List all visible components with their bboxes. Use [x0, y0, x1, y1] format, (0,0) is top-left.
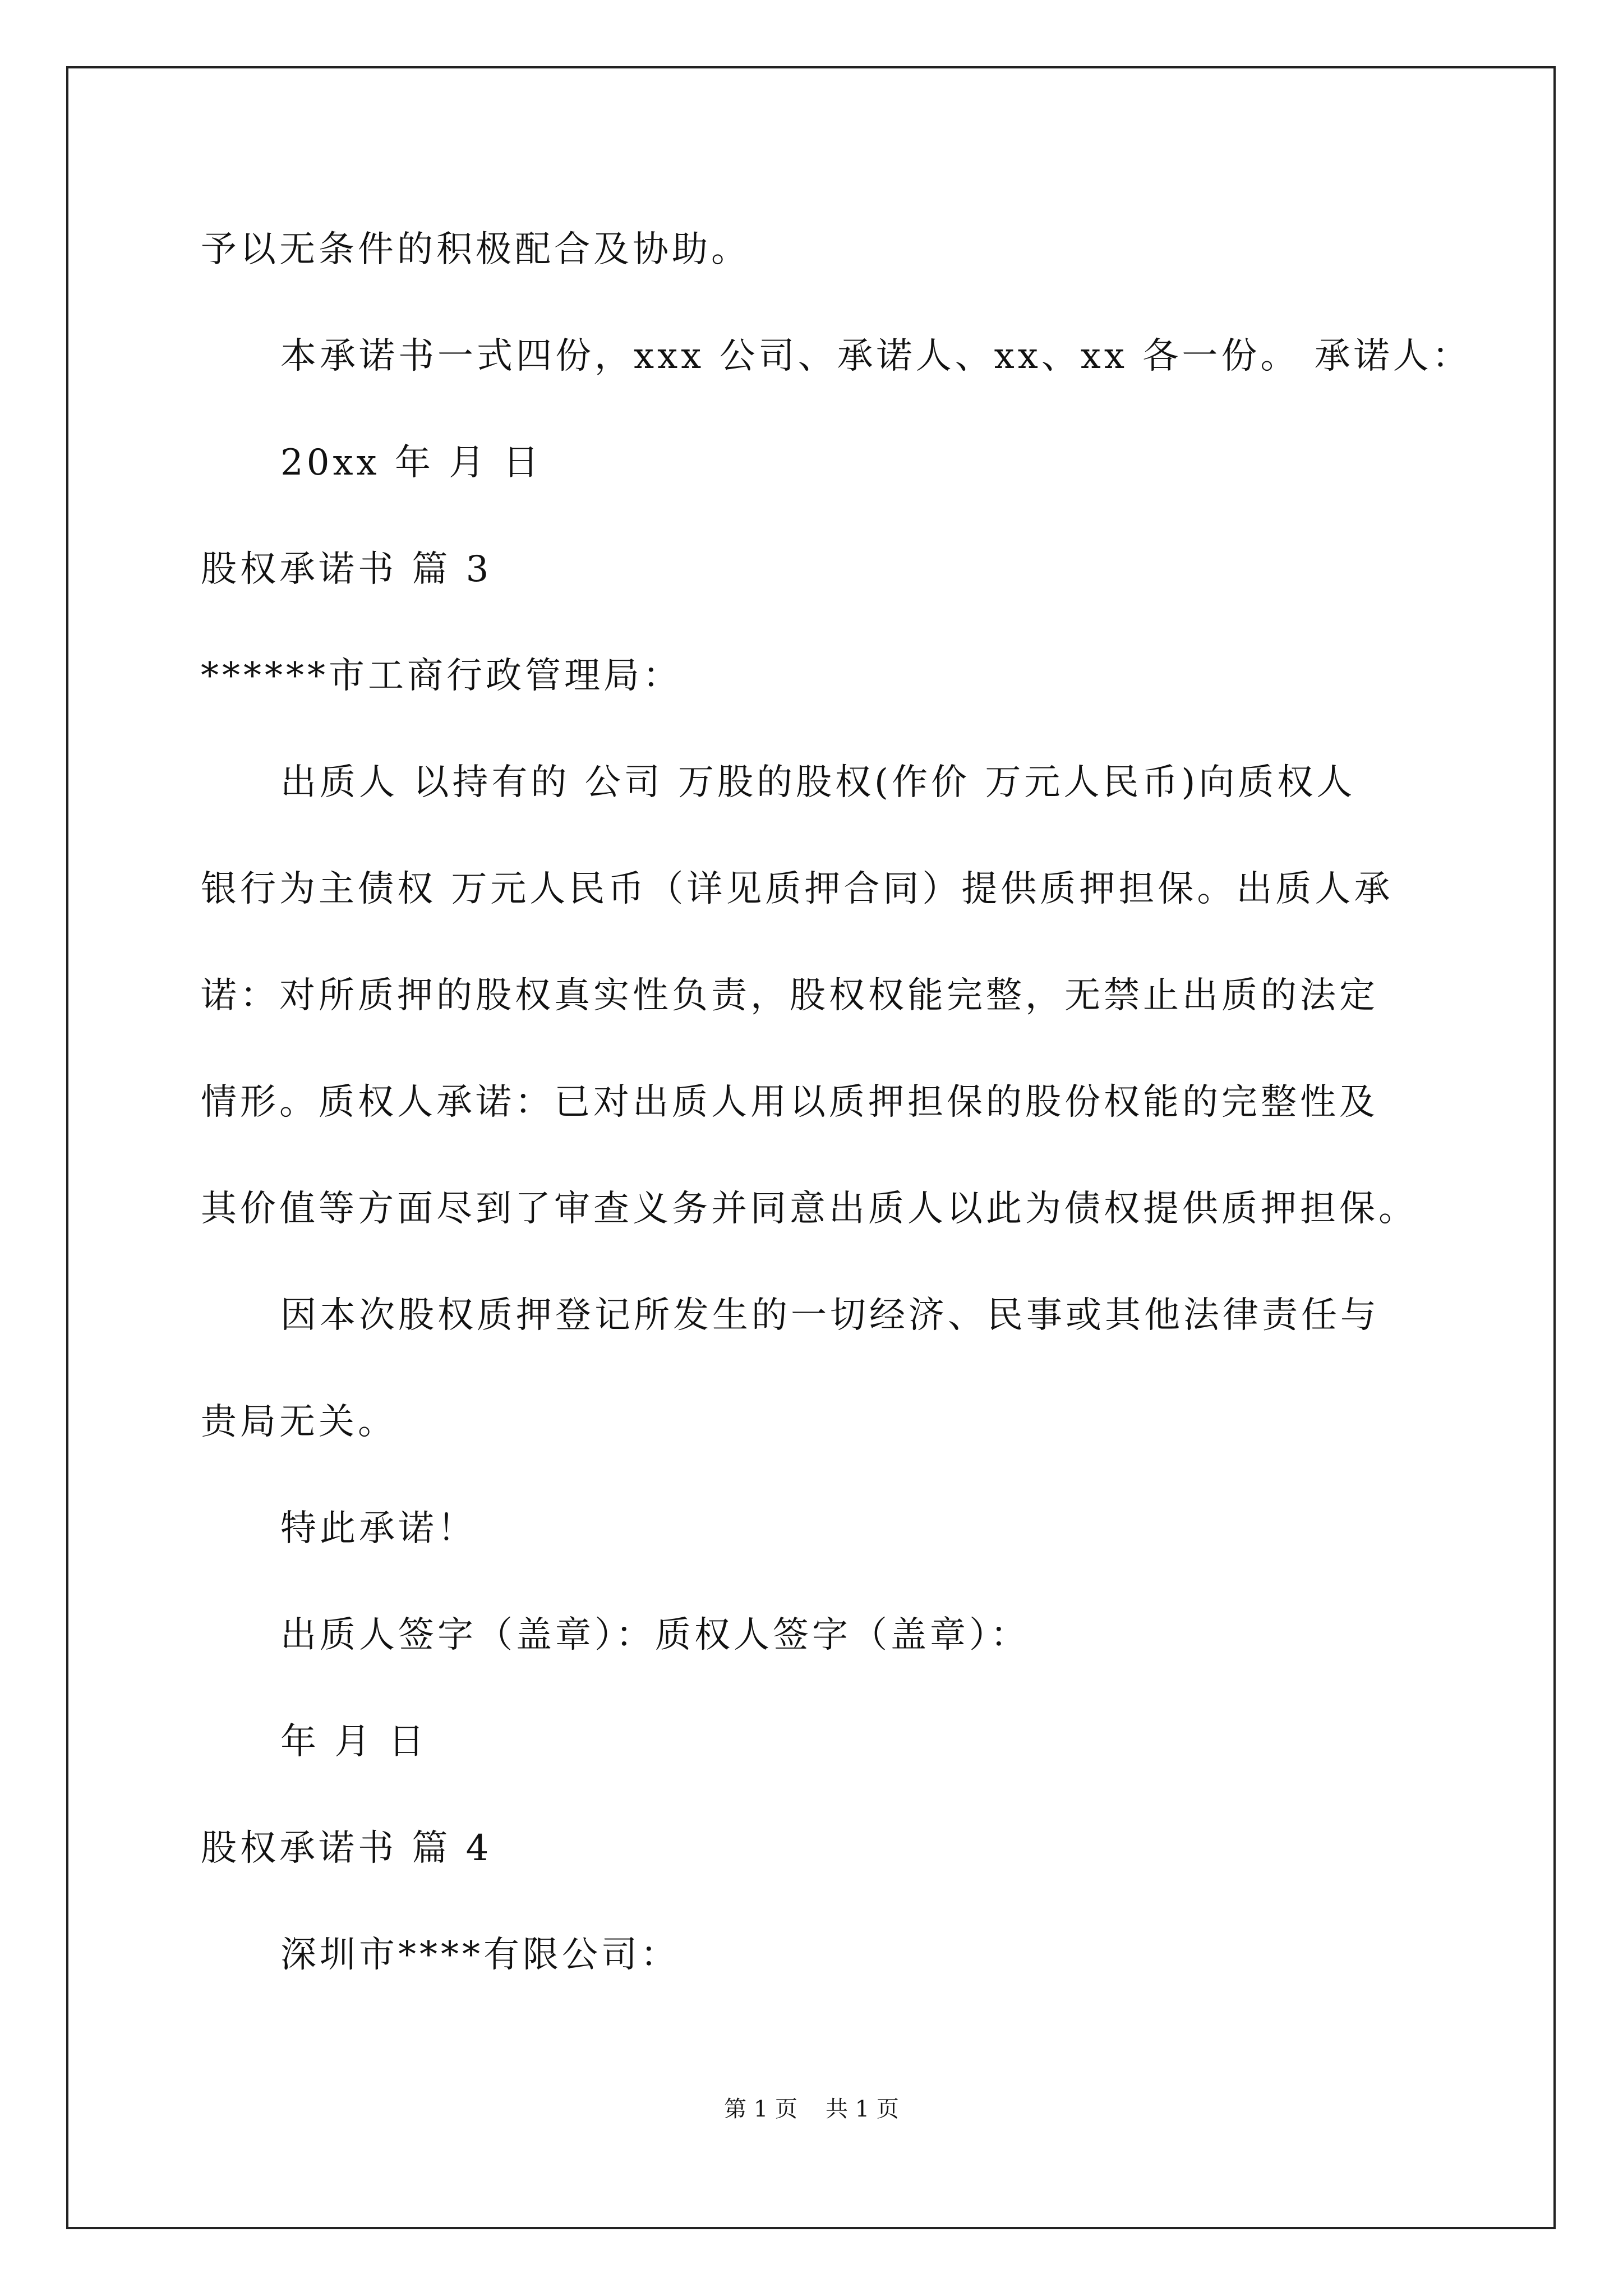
text-line: 诺：对所质押的股权真实性负责，股权权能完整，无禁止出质的法定 [201, 975, 1378, 1016]
signature-line: 出质人签字（盖章）：质权人签字（盖章）： [280, 1614, 1030, 1656]
page-border [66, 66, 1556, 2229]
addressee: ******市工商行政管理局： [201, 655, 682, 697]
text-line: 出质人 以持有的 公司 万股的股权(作价 万元人民币)向质权人 [280, 762, 1356, 803]
text-line: 情形。质权人承诺：已对出质人用以质押担保的股份权能的完整性及 [201, 1082, 1378, 1123]
text-line: 贵局无关。 [201, 1401, 397, 1443]
text-line: 因本次股权质押登记所发生的一切经济、民事或其他法律责任与 [280, 1295, 1380, 1336]
page-number: 第 1 页 [724, 2096, 797, 2122]
text-line: 本承诺书一式四份，xxx 公司、承诺人、xx、xx 各一份。 承诺人： [280, 335, 1472, 377]
text-line: 银行为主债权 万元人民币（详见质押合同）提供质押担保。出质人承 [201, 868, 1394, 910]
text-line: 其价值等方面尽到了审查义务并同意出质人以此为债权提供质押担保。 [201, 1188, 1418, 1230]
text-line: 予以无条件的积极配合及协助。 [201, 229, 750, 270]
addressee: 深圳市****有限公司： [280, 1934, 680, 1976]
section-heading: 股权承诺书 篇 3 [201, 549, 492, 590]
text-line: 特此承诺！ [280, 1508, 477, 1549]
page-footer [0, 2095, 1623, 2123]
section-heading: 股权承诺书 篇 4 [201, 1828, 492, 1869]
page-total: 共 1 页 [826, 2096, 899, 2122]
date-line: 年 月 日 [280, 1721, 428, 1763]
text-line: 20xx 年 月 日 [280, 442, 542, 484]
